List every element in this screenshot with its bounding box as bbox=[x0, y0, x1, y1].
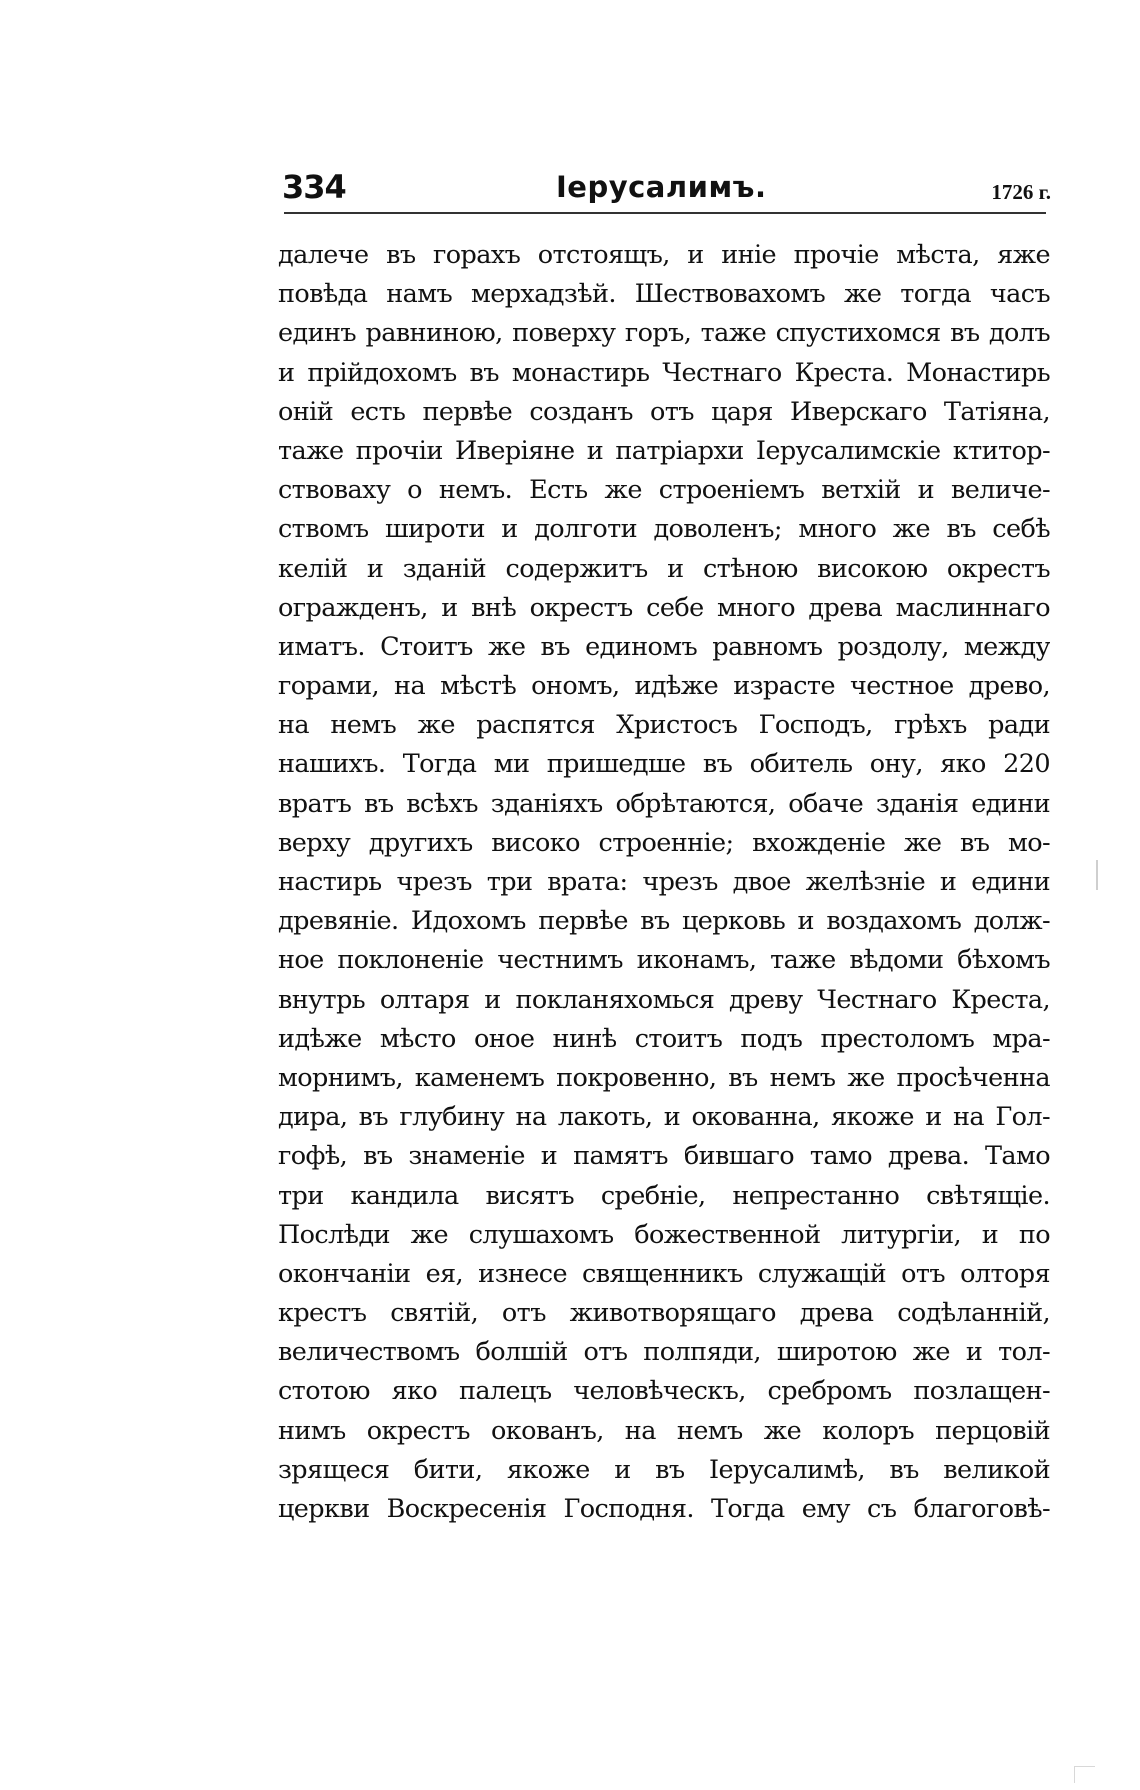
text-line: крестъ святій, отъ животворящаго древа содѣланній, bbox=[278, 1298, 1050, 1329]
text-line: зрящеся бити, якоже и въ Іерусалимѣ, въ великой bbox=[278, 1454, 1050, 1485]
running-header bbox=[276, 168, 1051, 216]
text-line: внутрь олтаря и покланяхомься древу Честнаго Креста, bbox=[278, 984, 1050, 1015]
text-line: повѣда намъ мерхадзѣй. Шествовахомъ же тогда часъ bbox=[278, 279, 1050, 310]
text-line: нашихъ. Тогда ми пришедше въ обитель ону, яко 220 bbox=[278, 749, 1050, 780]
text-line: церкви Воскресенія Господня. Тогда ему съ благоговѣ- bbox=[278, 1494, 1050, 1524]
year-marker: 1726 г. bbox=[991, 180, 1051, 204]
text-line: таже прочіи Иверіяне и патріархи Іерусалимскіе ктитор- bbox=[278, 435, 1050, 466]
text-line: стотою яко палецъ человѣческъ, сребромъ позлащен- bbox=[278, 1376, 1050, 1407]
text-line: идѣже мѣсто оное нинѣ стоитъ подъ престоломъ мра- bbox=[278, 1023, 1050, 1054]
page-number: 334 bbox=[282, 168, 346, 206]
text-line: ствомъ широти и долготи доволенъ; много же въ себѣ bbox=[278, 514, 1050, 545]
text-line: и прійдохомъ въ монастирь Честнаго Креста. Монастирь bbox=[278, 357, 1050, 388]
text-line: единъ равниною, поверху горъ, таже спустихомся въ долъ bbox=[278, 318, 1050, 349]
text-line: гофѣ, въ знаменіе и памятъ бившаго тамо древа. Тамо bbox=[278, 1141, 1050, 1172]
corner-crop-mark bbox=[1074, 1766, 1095, 1783]
text-line: окончаніи ея, изнесе священникъ служащій отъ олторя bbox=[278, 1258, 1050, 1289]
margin-mark bbox=[1096, 860, 1098, 890]
text-line: келій и зданій содержитъ и стѣною високою окрестъ bbox=[278, 553, 1050, 584]
text-line: морнимъ, каменемъ покровенно, въ немъ же просѣченна bbox=[278, 1062, 1050, 1093]
text-line: древяніе. Идохомъ первѣе въ церковь и воздахомъ долж- bbox=[278, 906, 1050, 937]
text-line: ное поклоненіе честнимъ иконамъ, таже вѣдоми бѣхомъ bbox=[278, 945, 1050, 976]
header-rule bbox=[284, 212, 1046, 214]
text-line: вратъ въ всѣхъ зданіяхъ обрѣтаются, обаче зданія едини bbox=[278, 788, 1050, 819]
text-line: оній есть первѣе созданъ отъ царя Иверскаго Татіяна, bbox=[278, 396, 1050, 427]
text-line: Послѣди же слушахомъ божественной литургіи, и по bbox=[278, 1219, 1050, 1250]
text-line: горами, на мѣстѣ ономъ, идѣже израсте честное древо, bbox=[278, 671, 1050, 702]
text-line: ствоваху о немъ. Есть же строеніемъ ветхій и величе- bbox=[278, 475, 1050, 506]
text-line: далече въ горахъ отстоящъ, и иніе прочіе мѣста, яже bbox=[278, 240, 1050, 270]
text-line: огражденъ, и внѣ окрестъ себе много древа маслиннаго bbox=[278, 592, 1050, 623]
running-title: Іерусалимъ. bbox=[556, 170, 767, 204]
text-line: иматъ. Стоитъ же въ единомъ равномъ роздолу, между bbox=[278, 631, 1050, 662]
text-line: нимъ окрестъ окованъ, на немъ же колоръ перцовій bbox=[278, 1415, 1050, 1446]
text-line: дира, въ глубину на лакоть, и окованна, якоже и на Гол- bbox=[278, 1102, 1050, 1133]
text-line: настирь чрезъ три врата: чрезъ двое желѣзніе и едини bbox=[278, 867, 1050, 897]
text-line: три кандила висятъ сребніе, непрестанно свѣтящіе. bbox=[278, 1180, 1050, 1211]
text-line: на немъ же распятся Христосъ Господъ, грѣхъ ради bbox=[278, 710, 1050, 741]
body-text bbox=[278, 236, 1050, 1529]
text-line: верху другихъ високо строенніе; вхожденіе же въ мо- bbox=[278, 827, 1050, 858]
text-line: величествомъ болшій отъ полпяди, широтою же и тол- bbox=[278, 1337, 1050, 1368]
